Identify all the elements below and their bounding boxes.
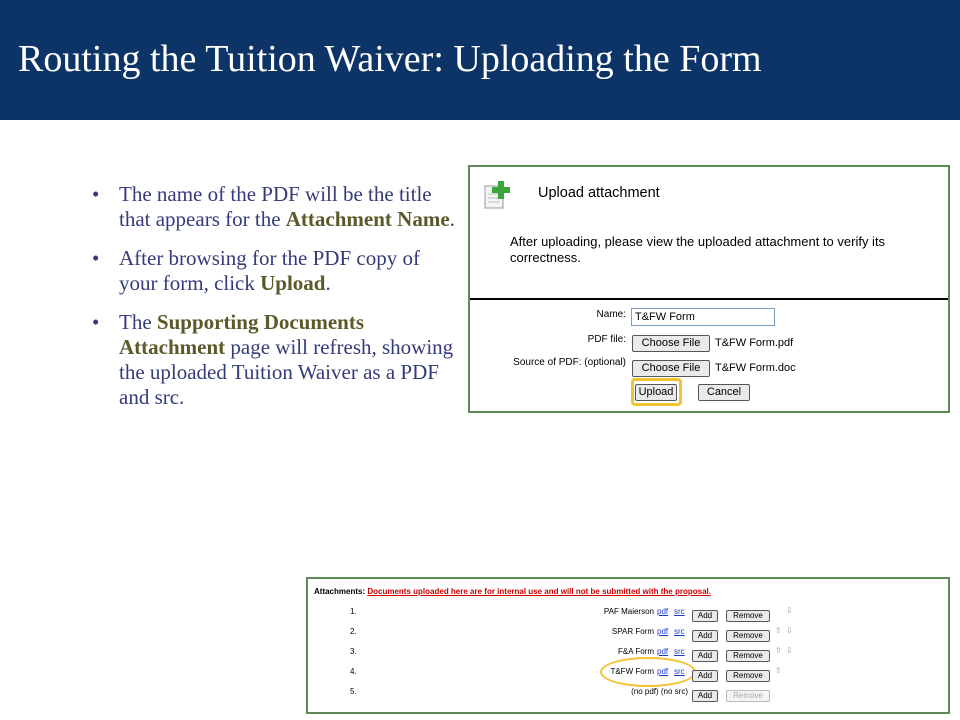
bullet-text: . <box>449 207 455 231</box>
bullet-dot: • <box>92 182 100 206</box>
row-number: 5. <box>350 687 357 696</box>
attachment-name: SPAR Form <box>611 627 654 636</box>
bullet-item <box>92 182 462 232</box>
move-down-icon[interactable]: ⇩ <box>786 626 793 635</box>
row-number: 2. <box>350 627 357 636</box>
attachment-name: F&A Form <box>617 647 654 656</box>
bullet-dot: • <box>92 310 100 334</box>
add-document-icon <box>483 180 511 210</box>
pdf-filename: T&FW Form.pdf <box>715 337 794 349</box>
pdf-link[interactable]: pdf <box>657 627 669 636</box>
bullet-dot: • <box>92 246 100 270</box>
remove-button[interactable]: Remove <box>726 670 770 682</box>
slide-title: Routing the Tuition Waiver: Uploading the Form <box>18 38 762 80</box>
row-number: 1. <box>350 607 357 616</box>
divider <box>470 298 948 300</box>
move-down-icon[interactable]: ⇩ <box>786 646 793 655</box>
attachment-name: (no pdf) (no src) <box>631 687 688 696</box>
pdf-link[interactable]: pdf <box>657 647 669 656</box>
name-label: Name: <box>596 309 626 320</box>
remove-button[interactable]: Remove <box>726 630 770 642</box>
bullet-text: The <box>119 310 157 334</box>
source-pdf-label: Source of PDF: (optional) <box>513 357 626 368</box>
bullet-text: . <box>325 271 331 295</box>
remove-button[interactable]: Remove <box>726 610 770 622</box>
attachment-name: T&FW Form <box>610 667 654 676</box>
move-down-icon[interactable]: ⇩ <box>786 606 793 615</box>
add-button[interactable]: Add <box>692 630 718 642</box>
bullet-item <box>92 246 462 296</box>
move-up-icon[interactable]: ⇧ <box>775 666 782 675</box>
bullet-text: page will refresh, showing the uploaded Tuition Waiver as a PDF and src. <box>119 335 454 409</box>
src-link[interactable]: src <box>674 607 685 616</box>
bullet-text: After browsing for the PDF copy of your form, click <box>119 246 420 295</box>
pdf-file-label: PDF file: <box>587 334 626 345</box>
src-link[interactable]: src <box>674 667 685 676</box>
cancel-button[interactable]: Cancel <box>698 384 750 401</box>
pdf-link[interactable]: pdf <box>657 667 669 676</box>
bullet-text: The name of the PDF will be the title that appears for the <box>119 182 432 231</box>
choose-pdf-file-button[interactable]: Choose File <box>632 335 710 352</box>
name-input[interactable]: T&FW Form <box>631 308 775 326</box>
attachments-warning: Documents uploaded here are for internal use and will not be submitted with the proposal. <box>367 587 711 596</box>
bullet-list <box>92 182 462 424</box>
bullet-bold-text: Upload <box>260 271 326 295</box>
attachments-panel <box>306 577 950 714</box>
pdf-link[interactable]: pdf <box>657 607 669 616</box>
move-up-icon[interactable]: ⇧ <box>775 646 782 655</box>
src-link[interactable]: src <box>674 647 685 656</box>
row-number: 3. <box>350 647 357 656</box>
choose-source-file-button[interactable]: Choose File <box>632 360 710 377</box>
attachments-label: Attachments: <box>314 587 366 596</box>
slide-header <box>0 0 960 120</box>
move-up-icon[interactable]: ⇧ <box>775 626 782 635</box>
bullet-bold-text: Attachment Name <box>285 207 450 231</box>
add-button[interactable]: Add <box>692 610 718 622</box>
add-button[interactable]: Add <box>692 690 718 702</box>
bullet-item <box>92 310 462 410</box>
upload-message: After uploading, please view the uploaded attachment to verify its correctness. <box>510 234 886 265</box>
add-button[interactable]: Add <box>692 670 718 682</box>
src-link[interactable]: src <box>674 627 685 636</box>
attachment-name: PAF Maierson <box>603 607 654 616</box>
upload-title: Upload attachment <box>538 185 660 201</box>
upload-attachment-panel <box>468 165 950 413</box>
bullet-bold-text: Supporting Documents Attachment <box>119 310 365 359</box>
row-number: 4. <box>350 667 357 676</box>
add-button[interactable]: Add <box>692 650 718 662</box>
remove-button[interactable]: Remove <box>726 650 770 662</box>
upload-button[interactable]: Upload <box>635 384 677 401</box>
attachments-header <box>314 587 711 596</box>
source-filename: T&FW Form.doc <box>715 362 796 374</box>
remove-button-disabled: Remove <box>726 690 770 702</box>
